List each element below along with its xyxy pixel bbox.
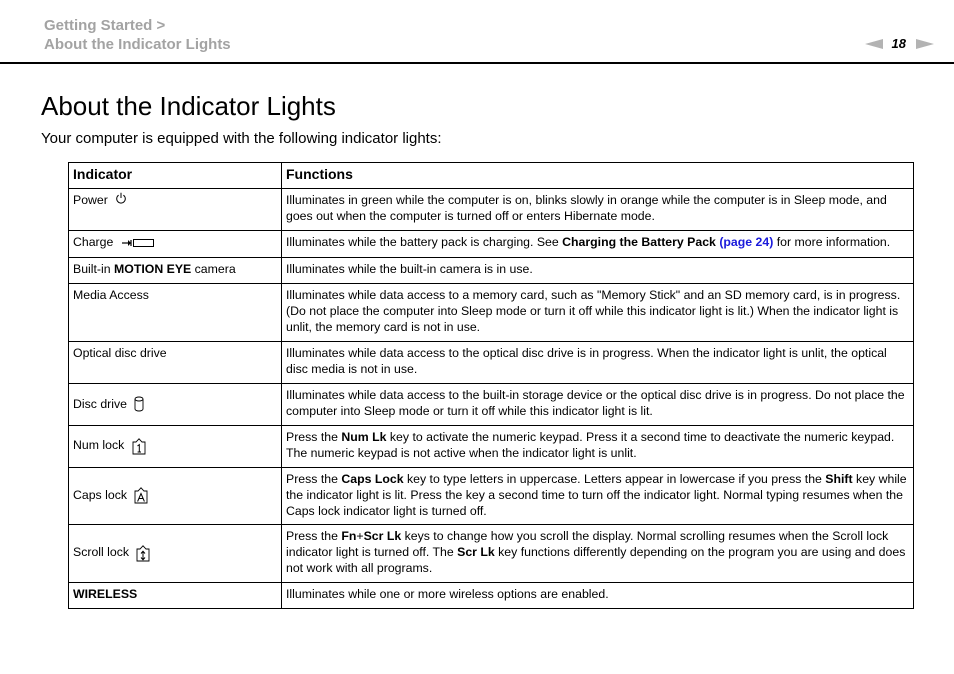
breadcrumb-parent[interactable]: Getting Started > [44, 17, 166, 34]
function-cell: Illuminates while data access to a memory card, such as "Memory Stick" and an SD memory card, is in progress. (Do not place the computer into Sleep mode or turn it off while this indicator light is lit.) When the indicator light is unlit, the memory card is not in use. [282, 284, 914, 342]
page-header [0, 0, 954, 64]
function-cell: Illuminates while the built-in camera is in use. [282, 258, 914, 284]
scroll-lock-icon [136, 545, 150, 562]
indicator-label: Power [73, 193, 108, 207]
table-row-scroll-lock [69, 525, 914, 583]
function-cell: Press the Num Lk key to activate the numeric keypad. Press it a second time to deactivate the numeric keypad. The numeric keypad is not active when the indicator light is unlit. [282, 426, 914, 468]
table-row-power [69, 189, 914, 231]
indicator-cell: Built-in MOTION EYE camera [69, 258, 282, 284]
indicator-table [68, 162, 914, 609]
indicator-cell [69, 468, 282, 525]
caps-lock-icon [134, 487, 148, 504]
indicator-label: Charge [73, 235, 114, 249]
next-page-icon[interactable] [916, 39, 934, 49]
battery-link-title: Charging the Battery Pack [562, 235, 716, 249]
indicator-cell: Media Access [69, 284, 282, 342]
column-header-indicator: Indicator [69, 163, 282, 189]
indicator-cell [69, 426, 282, 468]
table-row-wireless [69, 583, 914, 609]
function-cell: Illuminates while the battery pack is charging. See Charging the Battery Pack (page 24) for more information. [282, 231, 914, 258]
num-lock-icon [132, 438, 146, 455]
table-row-optical-disc [69, 342, 914, 384]
page-number: 18 [891, 36, 906, 51]
indicator-label: Scroll lock [73, 545, 130, 560]
battery-charge-icon [121, 238, 155, 248]
function-cell: Press the Caps Lock key to type letters in uppercase. Letters appear in lowercase if you press the Shift key while the indicator light is lit. Press the key a second time to turn off the indicator light. Normal typing resumes when the Caps lock indicator light is turned off. [282, 468, 914, 525]
function-cell: Illuminates while data access to the optical disc drive is in progress. When the indicator light is unlit, the optical disc media is not in use. [282, 342, 914, 384]
indicator-label: Num lock [73, 438, 125, 453]
table-row-num-lock [69, 426, 914, 468]
column-header-functions: Functions [282, 163, 914, 189]
indicator-cell: Optical disc drive [69, 342, 282, 384]
function-cell: Illuminates in green while the computer is on, blinks slowly in orange while the computer is in Sleep mode, and goes out when the computer is turned off or enters Hibernate mode. [282, 189, 914, 231]
function-cell: Illuminates while data access to the built-in storage device or the optical disc drive is in progress. Do not place the computer into Sleep mode or turn it off while this indicator light is lit. [282, 384, 914, 426]
indicator-cell: WIRELESS [69, 583, 282, 609]
table-row-charge [69, 231, 914, 258]
function-cell: Illuminates while one or more wireless options are enabled. [282, 583, 914, 609]
indicator-label: Disc drive [73, 396, 127, 411]
indicator-cell [69, 525, 282, 583]
table-row-caps-lock [69, 468, 914, 525]
function-cell: Press the Fn+Scr Lk keys to change how you scroll the display. Normal scrolling resumes when the Scroll lock indicator light is turned off. The Scr Lk key functions differently depending on the program you are using and does not work with all programs. [282, 525, 914, 583]
pager [865, 36, 934, 52]
power-icon [115, 192, 127, 204]
table-header-row [69, 163, 914, 189]
indicator-label: Caps lock [73, 487, 127, 502]
page-link[interactable]: (page 24) [719, 235, 774, 249]
table-row-camera [69, 258, 914, 284]
disc-drive-icon [134, 396, 144, 412]
intro-text: Your computer is equipped with the following indicator lights: [41, 130, 442, 147]
breadcrumb-current: About the Indicator Lights [44, 36, 231, 53]
indicator-cell [69, 231, 282, 258]
table-row-disc-drive [69, 384, 914, 426]
indicator-cell [69, 189, 282, 231]
indicator-cell [69, 384, 282, 426]
previous-page-icon[interactable] [865, 39, 883, 49]
table-row-media-access [69, 284, 914, 342]
page-title: About the Indicator Lights [41, 91, 336, 121]
